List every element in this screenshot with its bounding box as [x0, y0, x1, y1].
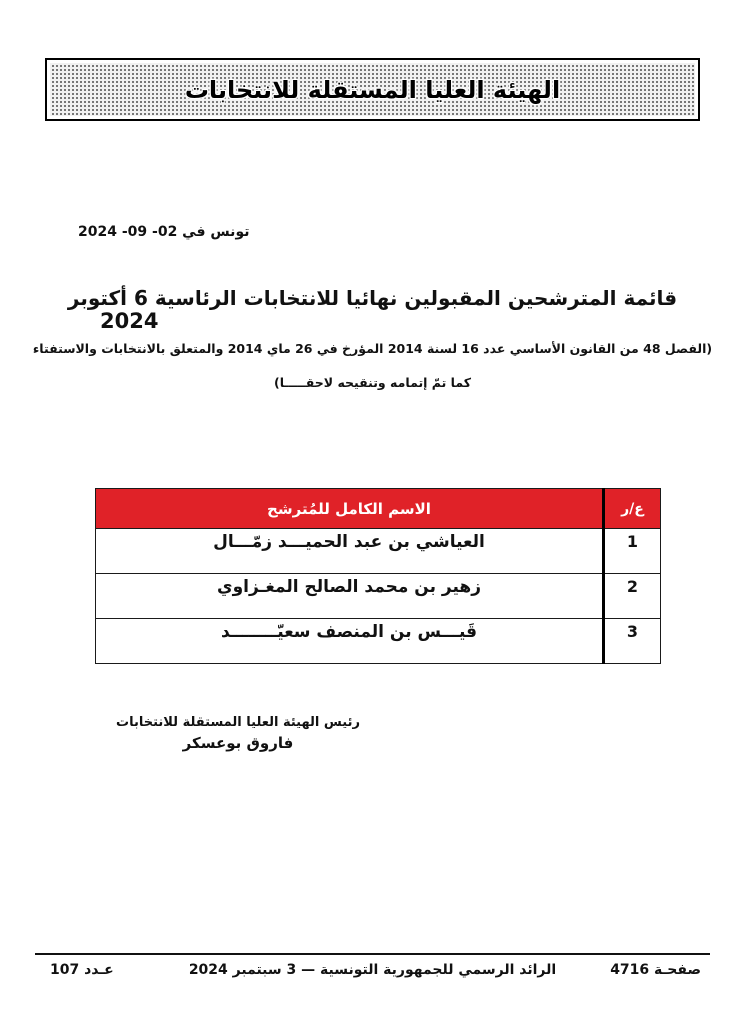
footer-gazette-title: الرائد الرسمي للجمهورية التونسية — 3 سبتمبر 2024 [188, 962, 557, 978]
candidate-rank: 1 [604, 529, 661, 574]
candidate-name: زهير بن محمد الصالح المغـزاوي [96, 574, 604, 619]
table-row [96, 574, 661, 619]
signature-title: رئيس الهيئة العليا المستقلة للانتخابات [116, 715, 360, 730]
doc-title-line2: 2024 [100, 309, 159, 333]
table-header-row [96, 489, 661, 529]
candidates-table [95, 488, 661, 664]
signature-block [88, 715, 388, 752]
table-header-rank: ع/ر [604, 489, 661, 529]
candidate-rank: 3 [604, 619, 661, 664]
org-banner [45, 58, 700, 121]
table-row [96, 529, 661, 574]
doc-title-line1: قائمة المترشحين المقبولين نهائيا للانتخابات الرئاسية 6 أكتوبر [67, 286, 678, 310]
signature-name: فاروق بوعسكر [182, 734, 294, 752]
org-banner-title: الهيئة العليا المستقلة للانتخابات [184, 75, 561, 104]
date-line: تونس في 02- 09- 2024 [78, 224, 250, 240]
candidate-name: العياشي بن عبد الحميـــد زمّـــال [96, 529, 604, 574]
table-header-name: الاسم الكامل للمُترشح [96, 489, 604, 529]
footer-issue-number: عـدد 107 [50, 962, 114, 978]
candidate-name: قَيـــس بن المنصف سعيّــــــــد [96, 619, 604, 664]
footer-page-number: صفحـة 4716 [610, 962, 701, 978]
doc-subtitle-amendment: كما تمّ إتمامه وتنقيحه لاحقـــــا) [274, 375, 471, 390]
table-row [96, 619, 661, 664]
doc-subtitle-law: (الفصل 48 من القانون الأساسي عدد 16 لسنة 2014 المؤرخ في 26 ماي 2014 والمتعلق بالانتخابات والاستفتاء [32, 341, 713, 356]
candidate-rank: 2 [604, 574, 661, 619]
footer-divider [35, 953, 710, 955]
